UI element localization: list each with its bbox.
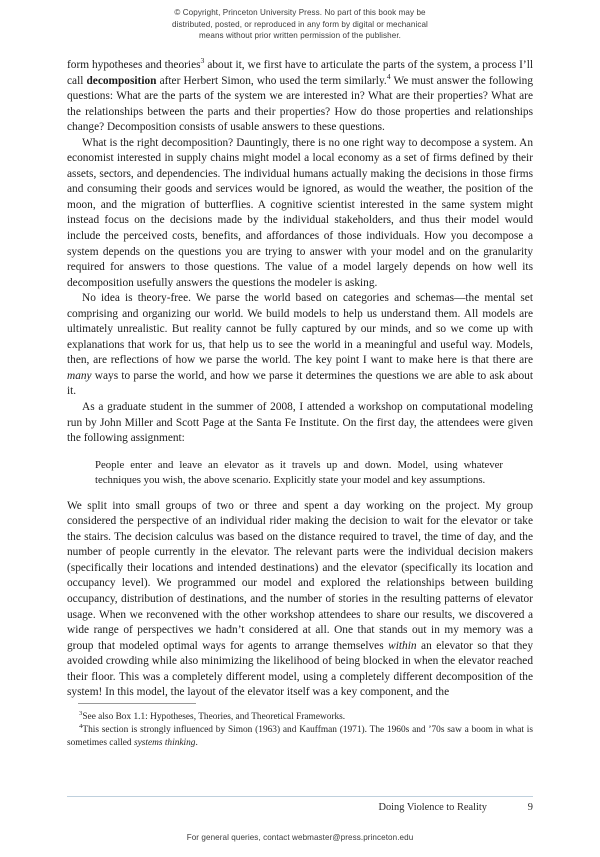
emphasis-within: within: [388, 639, 417, 652]
par3-text-b: ways to parse the world, and how we parse it determines the questions we are able to ask about it.: [67, 369, 533, 398]
par5-text-a: We split into small groups of two or three and spent a day working on the project. My group considered the perspective of an individual rider making the decision to wait for the elevator or take the stairs. The decision calculus was based on the distance required to travel, the time of day, and the number of people currently in the elevator. The relevant parts were the individual decision makers (specifically their locations and intended destinations) and the elevator (specifically its location and occupancy level). We programmed our model and explored the relationships between building occupancy, distribution of destinations, and the number of stories in the resulting patterns of elevator usage. When we reconvened with the other workshop attendees to share our results, we discovered a wide range of perspectives we hadn’t considered at all. One that stands out in my memory was a group that modeled optimal ways for agents to arrange themselves: [67, 499, 533, 652]
footnotes-section: [67, 703, 533, 750]
copyright-stamp-line-3: means without prior written permission of the publisher.: [198, 31, 402, 41]
footnote-ref-3: 3: [200, 56, 205, 66]
footnote-4-marker: 4: [79, 722, 83, 730]
footnote-4-text-a: This section is strongly influenced by Simon (1963) and Kauffman (1971). The 1960s and ’70s saw a boom in what is sometimes called: [67, 724, 533, 748]
footer-divider-rule: [67, 796, 533, 797]
footnote-3-text: See also Box 1.1: Hypotheses, Theories, and Theoretical Frameworks.: [82, 712, 346, 722]
footnote-4: [67, 724, 533, 750]
copyright-stamp: [110, 7, 490, 42]
copyright-stamp-line-2: distributed, posted, or reproduced in any form by digital or mechanical: [172, 19, 428, 29]
footnote-4-text-b: .: [195, 737, 198, 748]
footnote-separator-rule: [78, 703, 196, 704]
page-number: 9: [527, 802, 533, 813]
footnote-4-emphasis-systems-thinking: systems thinking: [133, 737, 196, 748]
emphasis-many: many: [67, 369, 92, 382]
paragraph-santa-fe-workshop: As a graduate student in the summer of 2008, I attended a workshop on computational modeling run by John Miller and Scott Page at the Santa Fe Institute. On the first day, the attendees were given the following assignment:: [67, 401, 533, 445]
assignment-blockquote: [67, 458, 533, 488]
paragraph-decomposition-intro: [67, 58, 533, 136]
paragraph-no-idea-theory-free: [67, 291, 533, 400]
par1-text-d: We must answer the following questions: What are the parts of the system we are interested in? What are their properties? What are the relationships between the parts and their properties? How do those properties and relationships change? Decomposition consists of usable answers to these questions.: [67, 74, 533, 134]
term-decomposition: decomposition: [86, 74, 157, 87]
footnote-ref-4: 4: [386, 71, 391, 81]
par1-text-a: form hypotheses and theories: [67, 59, 201, 71]
body-text-column: [67, 58, 533, 701]
assignment-blockquote-text: People enter and leave an elevator as it travels up and down. Model, using whatever techniques you wish, the above scenario. Explicitly state your model and key assumptions.: [95, 458, 503, 486]
running-footer: [67, 802, 533, 813]
queries-stamp: For general queries, contact webmaster@press.princeton.edu: [186, 833, 414, 842]
paragraph-right-decomposition: What is the right decomposition? Dauntingly, there is no one right way to decompose a system. An economist interested in supply chains might model a local economy as a set of firms defined by their assets, sectors, and dependencies. The individual humans actually making the decisions in those firms and consuming their goods and services would be ignored, as would the weather, the position of the moon, and the migration of butterflies. A cognitive scientist interested in the same system might instead focus on the decisions made by the individual stakeholders, and thus their model would include the perceived costs, benefits, and affordances of those individuals. How you decompose a system depends on the questions you are trying to answer with your model and on the granularity required for answers to those questions. The value of a model largely depends on how well its decomposition usefully answers the questions the modeler is asking.: [67, 136, 533, 289]
paragraph-elevator-model: [67, 499, 533, 701]
par1-text-b: about it, we first have to articulate the parts of the system, a process I’ll call: [67, 59, 533, 87]
copyright-stamp-line-1: © Copyright, Princeton University Press. No part of this book may be: [174, 8, 426, 17]
par5-text-b: an elevator so that they avoided crowding while also minimizing the likelihood of being blocked in when the elevator reached their floor. This was a completely different model, using a completely different decomposition of the system! In this model, the layout of the elevator itself was a key component, and the: [67, 639, 533, 699]
par1-text-c: after Herbert Simon, who used the term similarly.: [156, 74, 387, 87]
running-chapter-title: Doing Violence to Reality: [378, 802, 487, 813]
footnote-3: [67, 711, 533, 724]
footnote-3-marker: 3: [79, 709, 83, 717]
par3-text-a: No idea is theory-free. We parse the world based on categories and schemas—the mental set comprising and organizing our world. We build models to help us understand them. All models are ultimately unrealistic. But reality cannot be fully captured by our minds, and so we come up with explanations that work for us, that help us to see the world in a meaningful and useful way. Models, then, are reflections of how we parse the world. The key point I want to make here is that there are: [67, 292, 533, 367]
